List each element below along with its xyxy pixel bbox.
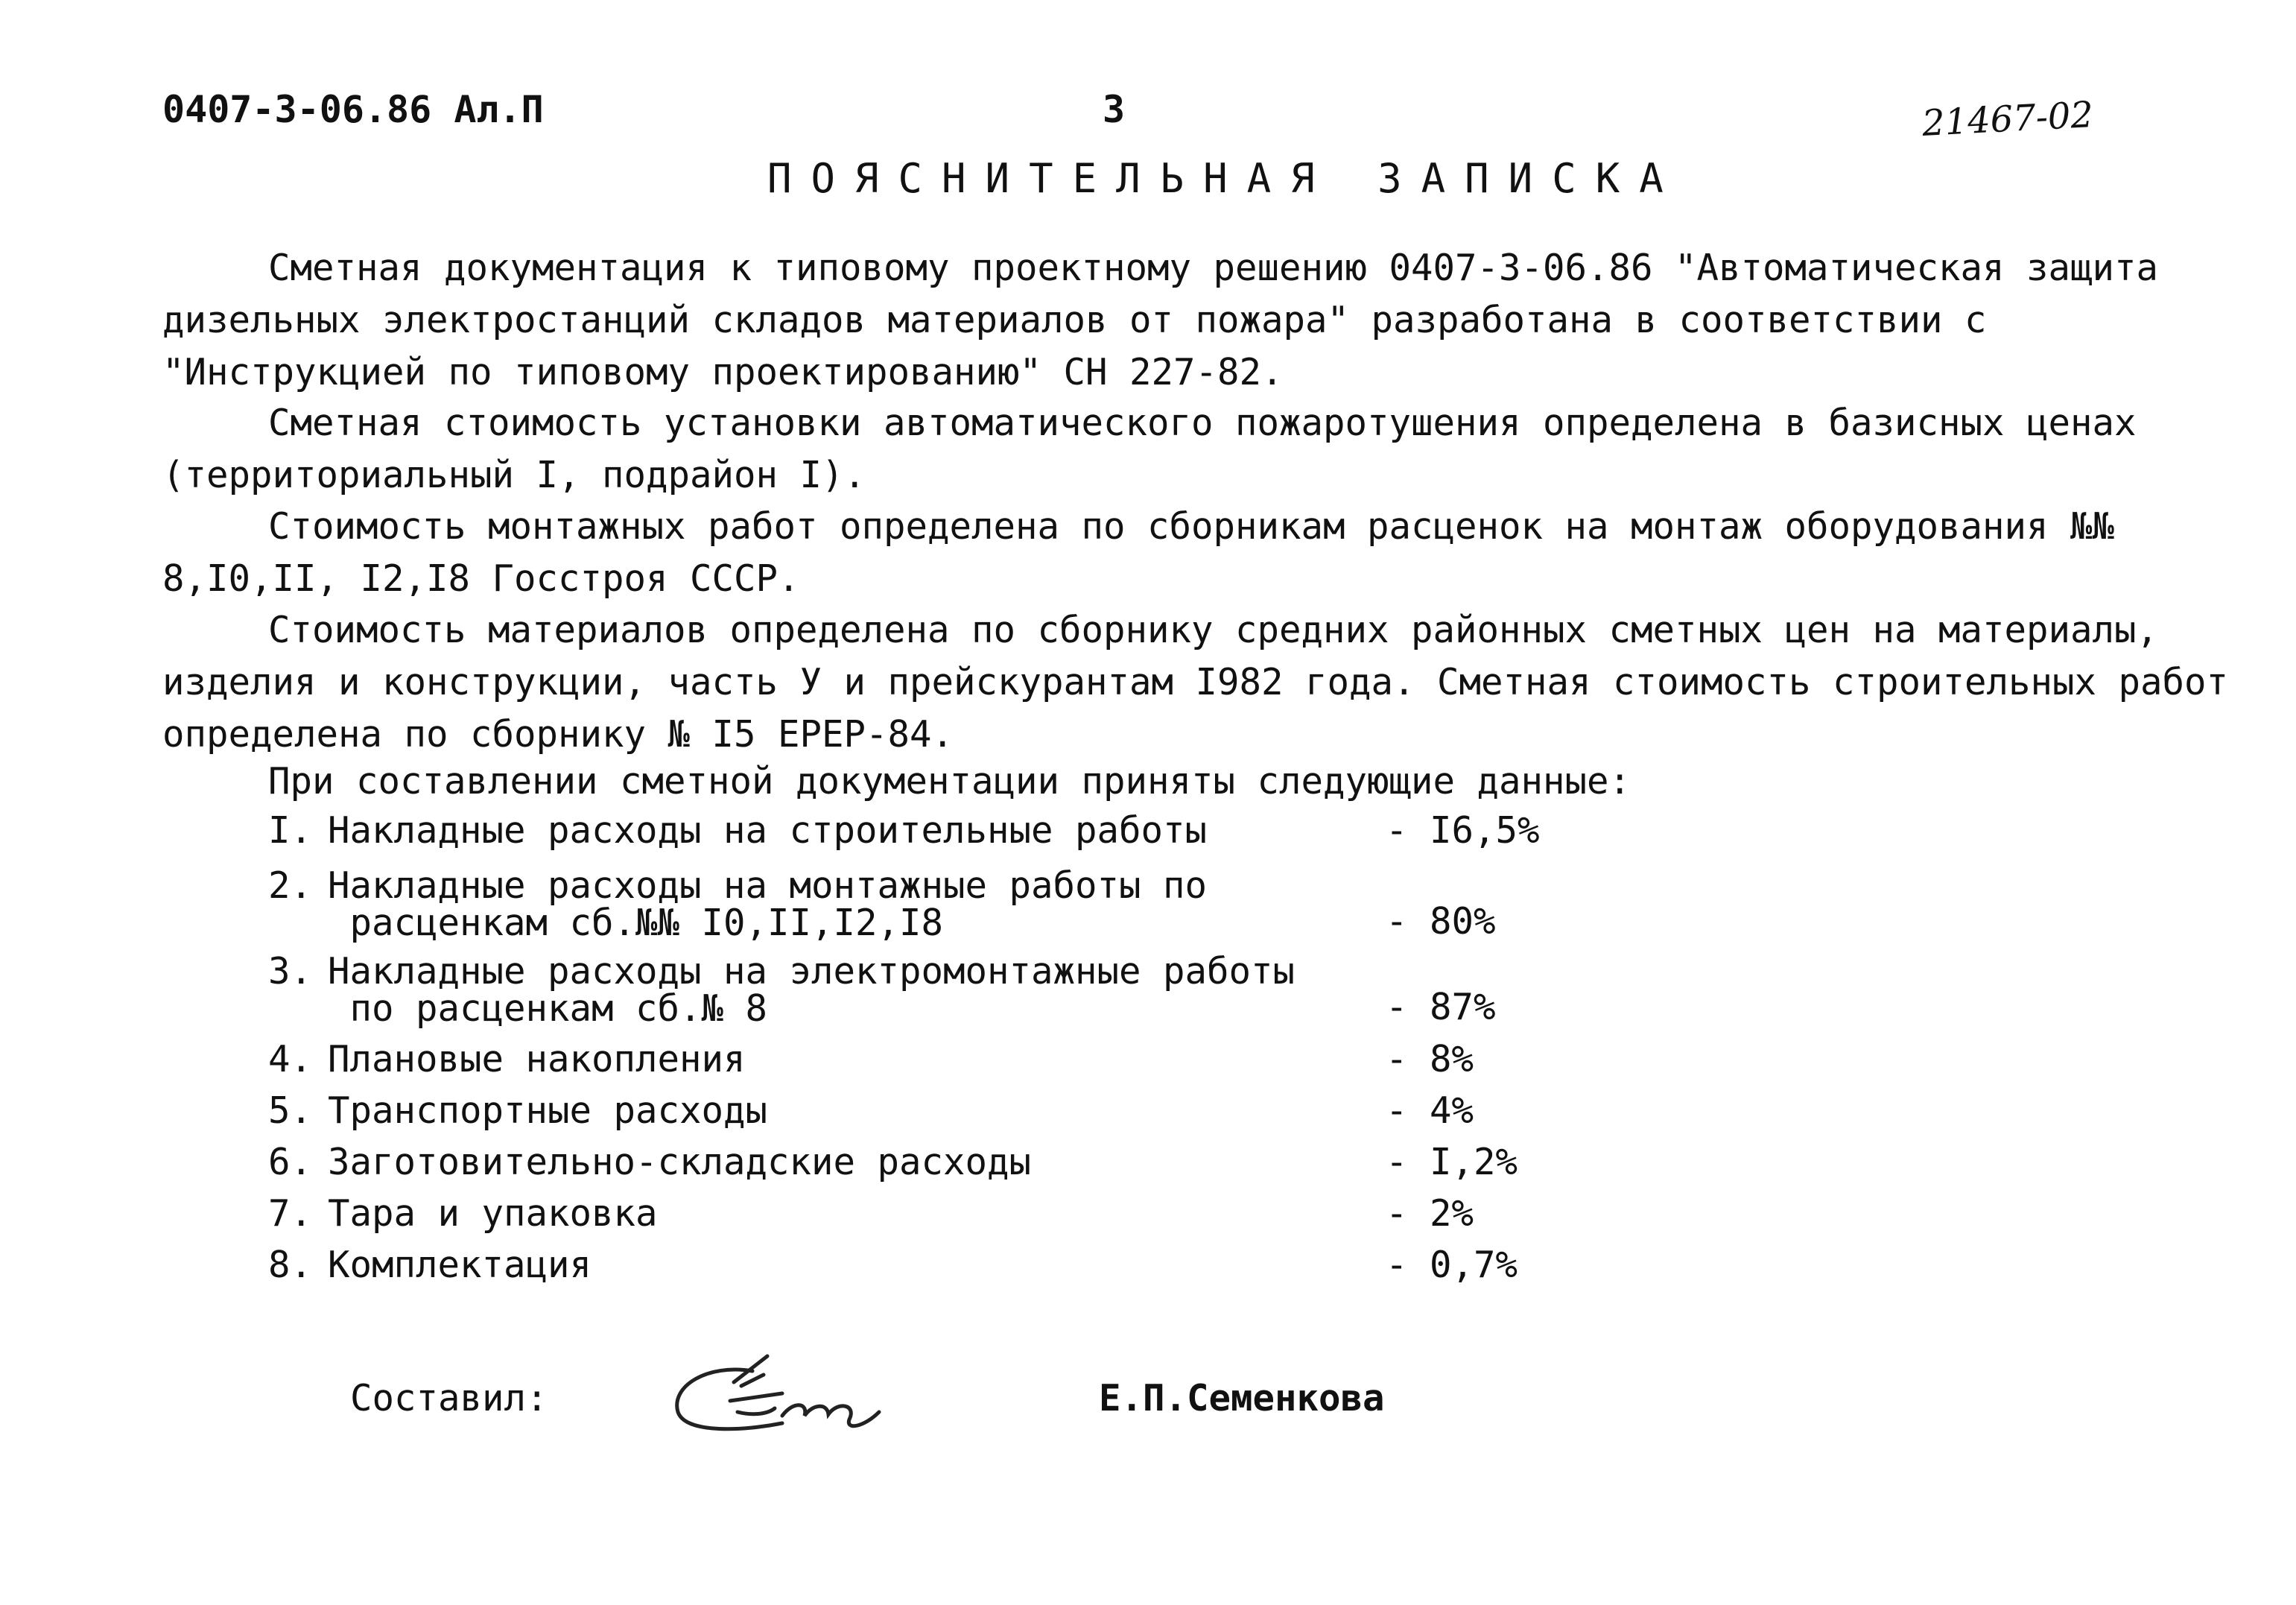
list-item-number: 3. [268, 950, 313, 993]
list-item-number: 4. [268, 1038, 313, 1080]
list-item-value: - 8% [1386, 1038, 1474, 1080]
list-item-text: Комплектация [328, 1244, 592, 1286]
document-code: 0407-3-06.86 Ал.П [162, 88, 544, 131]
paragraph-3 [162, 501, 2248, 605]
paragraph-2-text: Сметная стоимость установки автоматического пожаротушения определена в базисных ценах (территориальный I, подрайон I). [162, 402, 2137, 496]
paragraph-4 [162, 604, 2248, 761]
archive-number: 21467-02 [1921, 94, 2095, 145]
signature-label: Составил: [350, 1377, 548, 1419]
list-item-text: Накладные расходы на электромонтажные работы по расценкам сб.№ 8 [328, 950, 1296, 1030]
list-item-number: 5. [268, 1089, 313, 1132]
signature-name: Е.П.Семенкова [1099, 1377, 1385, 1419]
list-item-text: Плановые накопления [328, 1038, 746, 1080]
list-item-number: 8. [268, 1244, 313, 1286]
list-item-value: - 87% [1386, 986, 1496, 1028]
list-item-value: - 4% [1386, 1089, 1474, 1132]
paragraph-4-text: Стоимость материалов определена по сборнику средних районных сметных цен на материалы, изделия и конструкции, часть У и прейскурантам I982 года. Сметная стоимость строительных работ определена по сборнику № I5 ЕРЕР-84. [162, 609, 2229, 756]
paragraph-1 [162, 242, 2248, 399]
list-item-value: - 0,7% [1386, 1244, 1518, 1286]
list-intro: При составлении сметной документации приняты следующие данные: [268, 760, 1631, 802]
list-item-text: Заготовительно-складские расходы [328, 1141, 1032, 1183]
list-item-number: 7. [268, 1192, 313, 1235]
list-item-text: Накладные расходы на монтажные работы по расценкам сб.№№ I0,II,I2,I8 [328, 864, 1208, 944]
list-item-value: - I,2% [1386, 1141, 1518, 1183]
list-item-value: - I6,5% [1386, 809, 1540, 852]
paragraph-1-text: Сметная документация к типовому проектному решению 0407-3-06.86 "Автоматическая защита дизельных электростанций складов материалов от пожара" разработана в соответствии с "Инструкцией по типовому проектированию" СН 227-82. [162, 247, 2159, 393]
list-item-text: Транспортные расходы [328, 1089, 768, 1132]
list-item-text: Накладные расходы на строительные работы [328, 809, 1208, 852]
list-item-text: Тара и упаковка [328, 1192, 658, 1235]
list-item-number: 2. [268, 864, 313, 907]
signature-icon [663, 1341, 901, 1446]
page-title: ПОЯСНИТЕЛЬНАЯ ЗАПИСКА [767, 155, 1683, 202]
list-item-value: - 80% [1386, 900, 1496, 943]
list-item-number: I. [268, 809, 313, 852]
list-item-value: - 2% [1386, 1192, 1474, 1235]
paragraph-2 [162, 397, 2248, 501]
list-item-number: 6. [268, 1141, 313, 1183]
page-number: 3 [1103, 88, 1126, 131]
paragraph-3-text: Стоимость монтажных работ определена по сборникам расценок на монтаж оборудования №№ 8,I0,II, I2,I8 Госстроя СССР. [162, 505, 2115, 600]
